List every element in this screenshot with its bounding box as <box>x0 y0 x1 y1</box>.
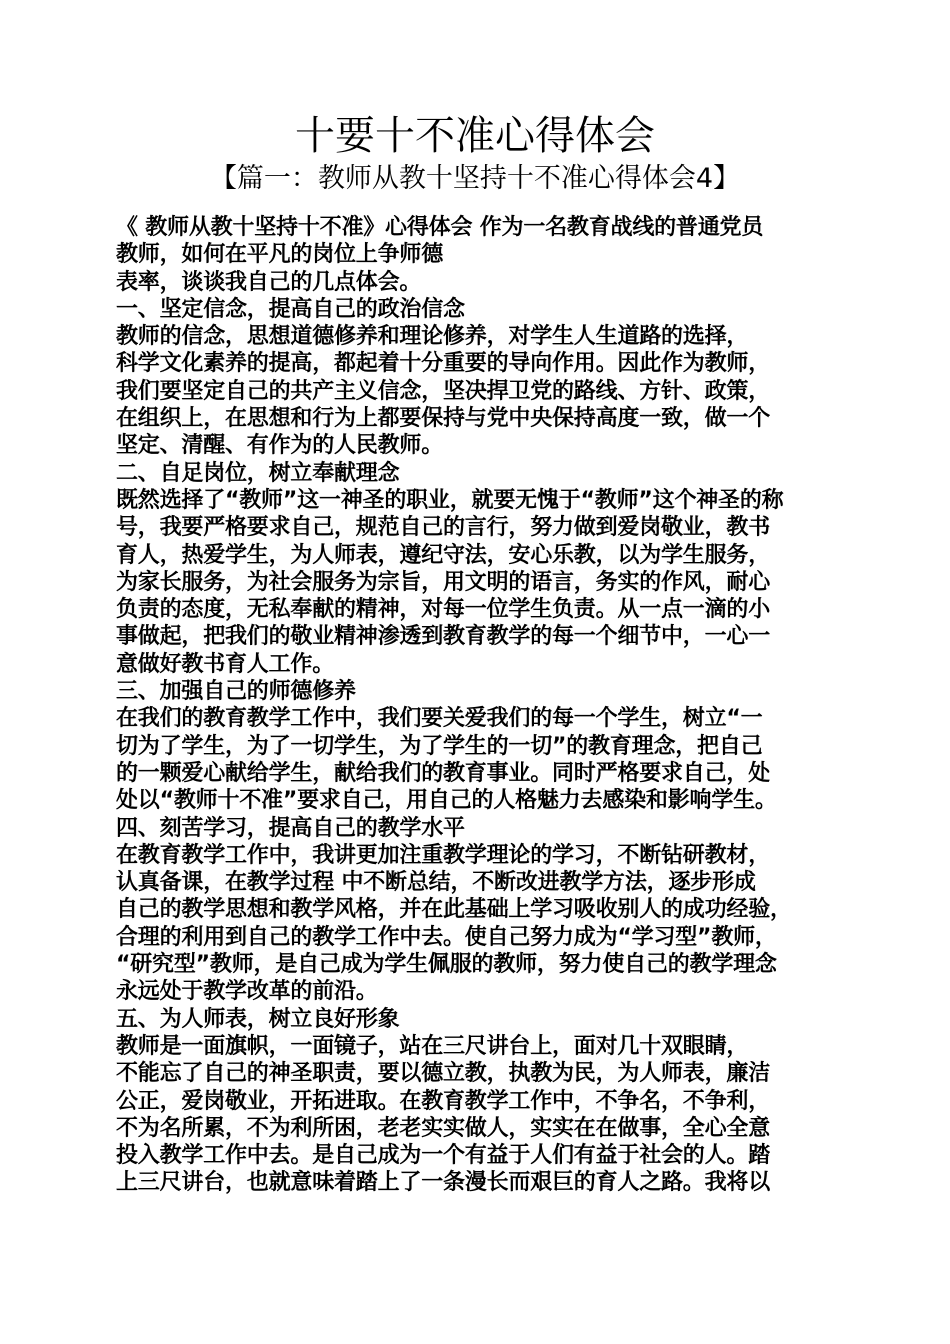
body-line: 公正，爱岗敬业，开拓进取。在教育教学工作中，不争名，不争利， <box>116 1088 771 1114</box>
document-subtitle: 【篇一：教师从教十坚持十不准心得体会4】 <box>209 163 741 194</box>
body-line: 我们要坚定自己的共产主义信念，坚决捍卫党的路线、方针、政策， <box>116 378 771 404</box>
body-line: 坚定、清醒、有作为的人民教师。 <box>116 433 444 459</box>
body-line: 《 教师从教十坚持十不准》心得体会 作为一名教育战线的普通党员 <box>116 215 764 240</box>
body-line: 处以“教师十不准”要求自己，用自己的人格魅力去感染和影响学生。 <box>116 788 777 814</box>
body-line: 为家长服务，为社会服务为宗旨，用文明的语言，务实的作风，耐心 <box>116 569 771 595</box>
body-line: 合理的利用到自己的教学工作中去。使自己努力成为“学习型”教师， <box>116 924 777 950</box>
body-line: 永远处于教学改革的前沿。 <box>116 979 378 1005</box>
body-line: 教师，如何在平凡的岗位上争师德 <box>116 242 444 268</box>
body-line: 上三尺讲台，也就意味着踏上了一条漫长而艰巨的育人之路。我将以 <box>116 1170 771 1196</box>
body-line: 科学文化素养的提高，都起着十分重要的导向作用。因此作为教师， <box>116 351 771 377</box>
body-line: 意做好教书育人工作。 <box>116 651 335 677</box>
body-line: 切为了学生，为了一切学生，为了学生的一切”的教育理念，把自己 <box>116 733 763 759</box>
body-line: 表率，谈谈我自己的几点体会。 <box>116 269 422 295</box>
body-line: 在教育教学工作中，我讲更加注重教学理论的学习，不断钻研教材， <box>116 842 771 868</box>
body-line: 号，我要严格要求自己，规范自己的言行，努力做到爱岗敬业，教书 <box>116 515 771 541</box>
body-line: “研究型”教师，是自己成为学生佩服的教师，努力使自己的教学理念 <box>116 952 777 978</box>
document-body <box>116 214 846 1197</box>
body-line: 事做起，把我们的敬业精神渗透到教育教学的每一个细节中，一心一 <box>116 624 771 650</box>
body-line: 教师的信念，思想道德修养和理论修养，对学生人生道路的选择， <box>116 324 749 350</box>
body-line: 教师是一面旗帜，一面镜子，站在三尺讲台上，面对几十双眼睛， <box>116 1033 749 1059</box>
body-line: 在组织上，在思想和行为上都要保持与党中央保持高度一致，做一个 <box>116 406 771 432</box>
body-line: 四、刻苦学习，提高自己的教学水平 <box>116 815 465 841</box>
body-line: 投入教学工作中去。是自己成为一个有益于人们有益于社会的人。踏 <box>116 1143 771 1169</box>
body-line: 不能忘了自己的神圣职责，要以德立教，执教为民，为人师表，廉洁 <box>116 1061 771 1087</box>
body-line: 的一颗爱心献给学生，献给我们的教育事业。同时严格要求自己，处 <box>116 760 771 786</box>
body-line: 在我们的教育教学工作中，我们要关爱我们的每一个学生，树立“一 <box>116 706 763 732</box>
body-line: 育人，热爱学生，为人师表，遵纪守法，安心乐教，以为学生服务， <box>116 542 771 568</box>
body-line: 既然选择了“教师”这一神圣的职业，就要无愧于“教师”这个神圣的称 <box>116 487 784 513</box>
body-line: 不为名所累，不为利所困，老老实实做人，实实在在做事，全心全意 <box>116 1115 771 1141</box>
body-line: 三、加强自己的师德修养 <box>116 679 356 705</box>
document-title: 十要十不准心得体会 <box>295 113 655 159</box>
body-line: 自己的教学思想和教学风格，并在此基础上学习吸收别人的成功经验， <box>116 897 792 923</box>
body-line: 认真备课，在教学过程 中不断总结，不断改进教学方法，逐步形成 <box>116 870 756 896</box>
body-line: 一、坚定信念，提高自己的政治信念 <box>116 296 465 322</box>
body-line: 五、为人师表，树立良好形象 <box>116 1006 400 1032</box>
body-line: 负责的态度，无私奉献的精神，对每一位学生负责。从一点一滴的小 <box>116 597 771 623</box>
body-line: 二、自足岗位，树立奉献理念 <box>116 460 400 486</box>
